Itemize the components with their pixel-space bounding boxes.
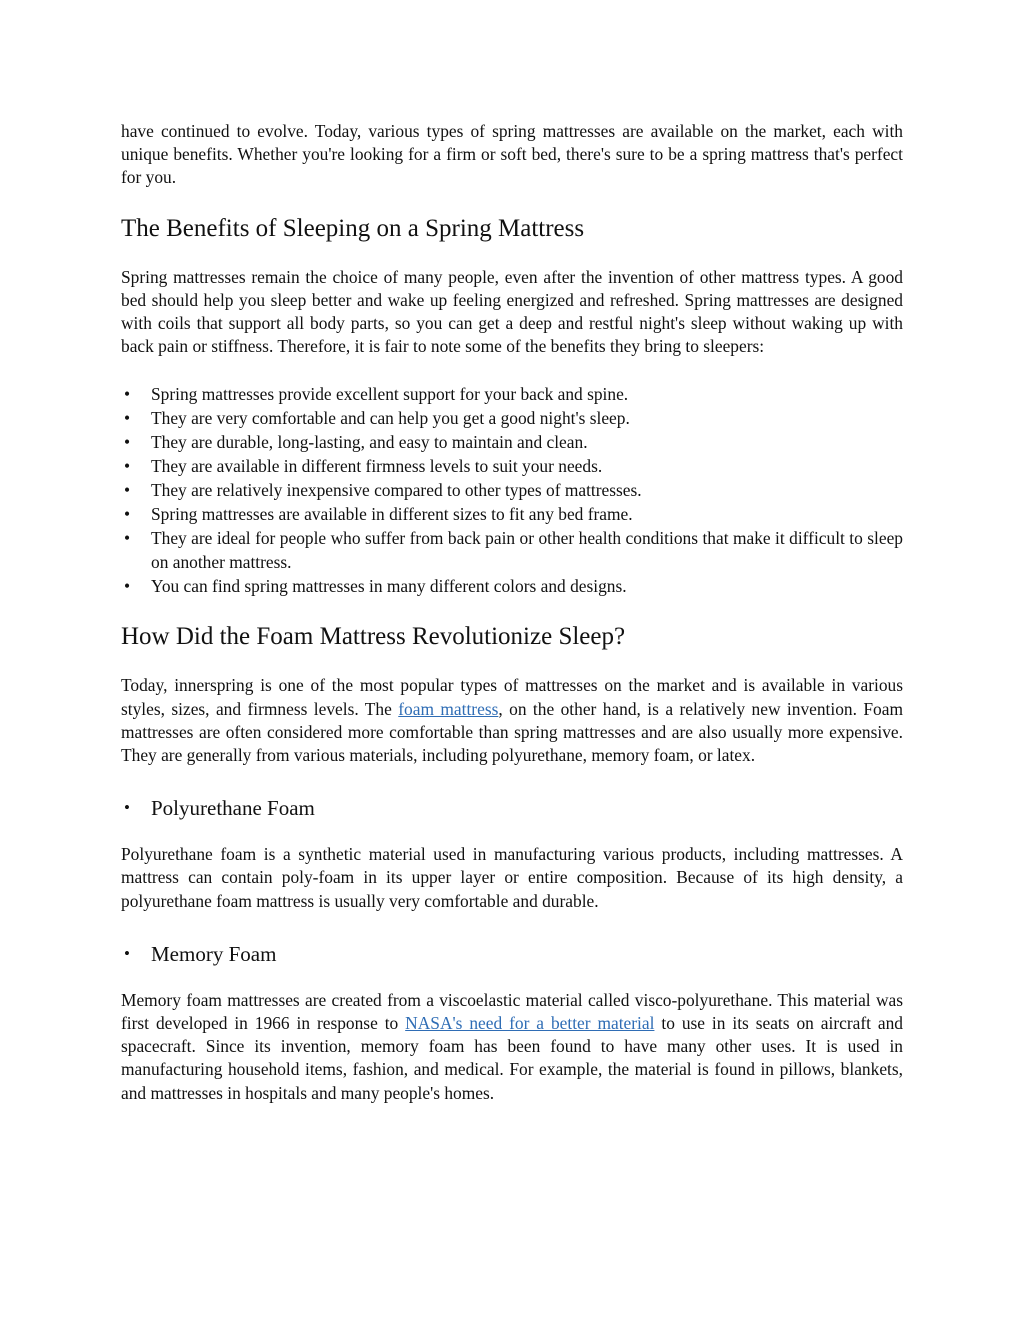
bullet-icon: • — [123, 456, 131, 477]
list-item — [121, 502, 903, 526]
bullet-icon: • — [123, 504, 131, 525]
memory-foam-heading — [121, 941, 903, 967]
list-item — [121, 478, 903, 502]
bullet-icon: • — [123, 528, 131, 549]
intro-paragraph: have continued to evolve. Today, various types of spring mattresses are available on the market, each with unique benefits. Whether you're looking for a firm or soft bed, there's sure to be a spring mattress that's perfect for you. — [121, 121, 903, 188]
list-item-text: Spring mattresses provide excellent support for your back and spine. — [151, 384, 629, 405]
list-item — [121, 574, 903, 598]
list-item-text: They are relatively inexpensive compared to other types of mattresses. — [151, 480, 642, 501]
bullet-icon: • — [123, 480, 131, 501]
bullet-icon: • — [123, 576, 131, 597]
document-body — [121, 120, 903, 1105]
list-item — [121, 454, 903, 478]
bullet-icon: • — [123, 384, 131, 405]
list-item-text: They are available in different firmness levels to suit your needs. — [151, 456, 603, 477]
list-item-text: They are durable, long-lasting, and easy to maintain and clean. — [151, 432, 588, 453]
list-item-text: You can find spring mattresses in many different colors and designs. — [151, 576, 627, 597]
list-item-text: They are very comfortable and can help you get a good night's sleep. — [151, 408, 630, 429]
polyurethane-heading-text: Polyurethane Foam — [151, 796, 315, 821]
memory-foam-heading-text: Memory Foam — [151, 941, 277, 966]
foam-paragraph — [121, 674, 903, 767]
bullet-icon: • — [124, 798, 130, 818]
bullet-icon: • — [123, 432, 131, 453]
memory-foam-paragraph — [121, 989, 903, 1105]
bullet-icon: • — [123, 408, 131, 429]
list-item — [121, 526, 903, 574]
foam-heading: How Did the Foam Mattress Revolutionize Sleep? — [121, 623, 626, 651]
benefits-paragraph: Spring mattresses remain the choice of many people, even after the invention of other mattress types. A good bed should help you sleep better and wake up feeling energized and refreshed. Spring mattresses are designed with coils that support all body parts, so you can get a deep and restful night's sleep without waking up with back pain or stiffness. Therefore, it is fair to note some of the benefits they bring to sleepers: — [121, 266, 903, 357]
benefits-list — [121, 382, 903, 598]
list-item-text: Spring mattresses are available in different sizes to fit any bed frame. — [151, 504, 633, 525]
nasa-material-link[interactable]: NASA's need for a better material — [405, 1013, 655, 1034]
foam-paragraph-text-end: , on the other hand, is a relatively new invention. Foam mattresses are often considered more comfortable than spring mattresses and are also usually more expensive. They are generally from various materials, including polyurethane, memory foam, or latex. — [121, 698, 903, 766]
list-item — [121, 430, 903, 454]
memory-foam-paragraph-text-end: to use in its seats on aircraft and spacecraft. Since its invention, memory foam has been found to have many other uses. It is used in manufacturing household items, fashion, and medical. For example, the material is found in pillows, blankets, and mattresses in hospitals and many people's homes. — [121, 1013, 904, 1103]
polyurethane-heading — [121, 795, 903, 821]
memory-foam-paragraph-text-start: Memory foam mattresses are created from a viscoelastic material called visco-polyurethane. This material was first developed in 1966 in response to — [121, 989, 903, 1034]
list-item — [121, 382, 903, 406]
foam-paragraph-text-start: Today, innerspring is one of the most popular types of mattresses on the market and is available in various styles, sizes, and firmness levels. The — [121, 675, 903, 719]
benefits-heading: The Benefits of Sleeping on a Spring Mattress — [121, 214, 585, 242]
list-item — [121, 406, 903, 430]
foam-mattress-link[interactable]: foam mattress — [398, 698, 499, 719]
list-item-text: They are ideal for people who suffer from back pain or other health conditions that make it difficult to sleep on another mattress. — [151, 528, 903, 573]
bullet-icon: • — [124, 943, 130, 963]
polyurethane-paragraph: Polyurethane foam is a synthetic material used in manufacturing various products, including mattresses. A mattress can contain poly-foam in its upper layer or entire composition. Because of its high density, a polyurethane foam mattress is usually very comfortable and durable. — [121, 844, 903, 911]
